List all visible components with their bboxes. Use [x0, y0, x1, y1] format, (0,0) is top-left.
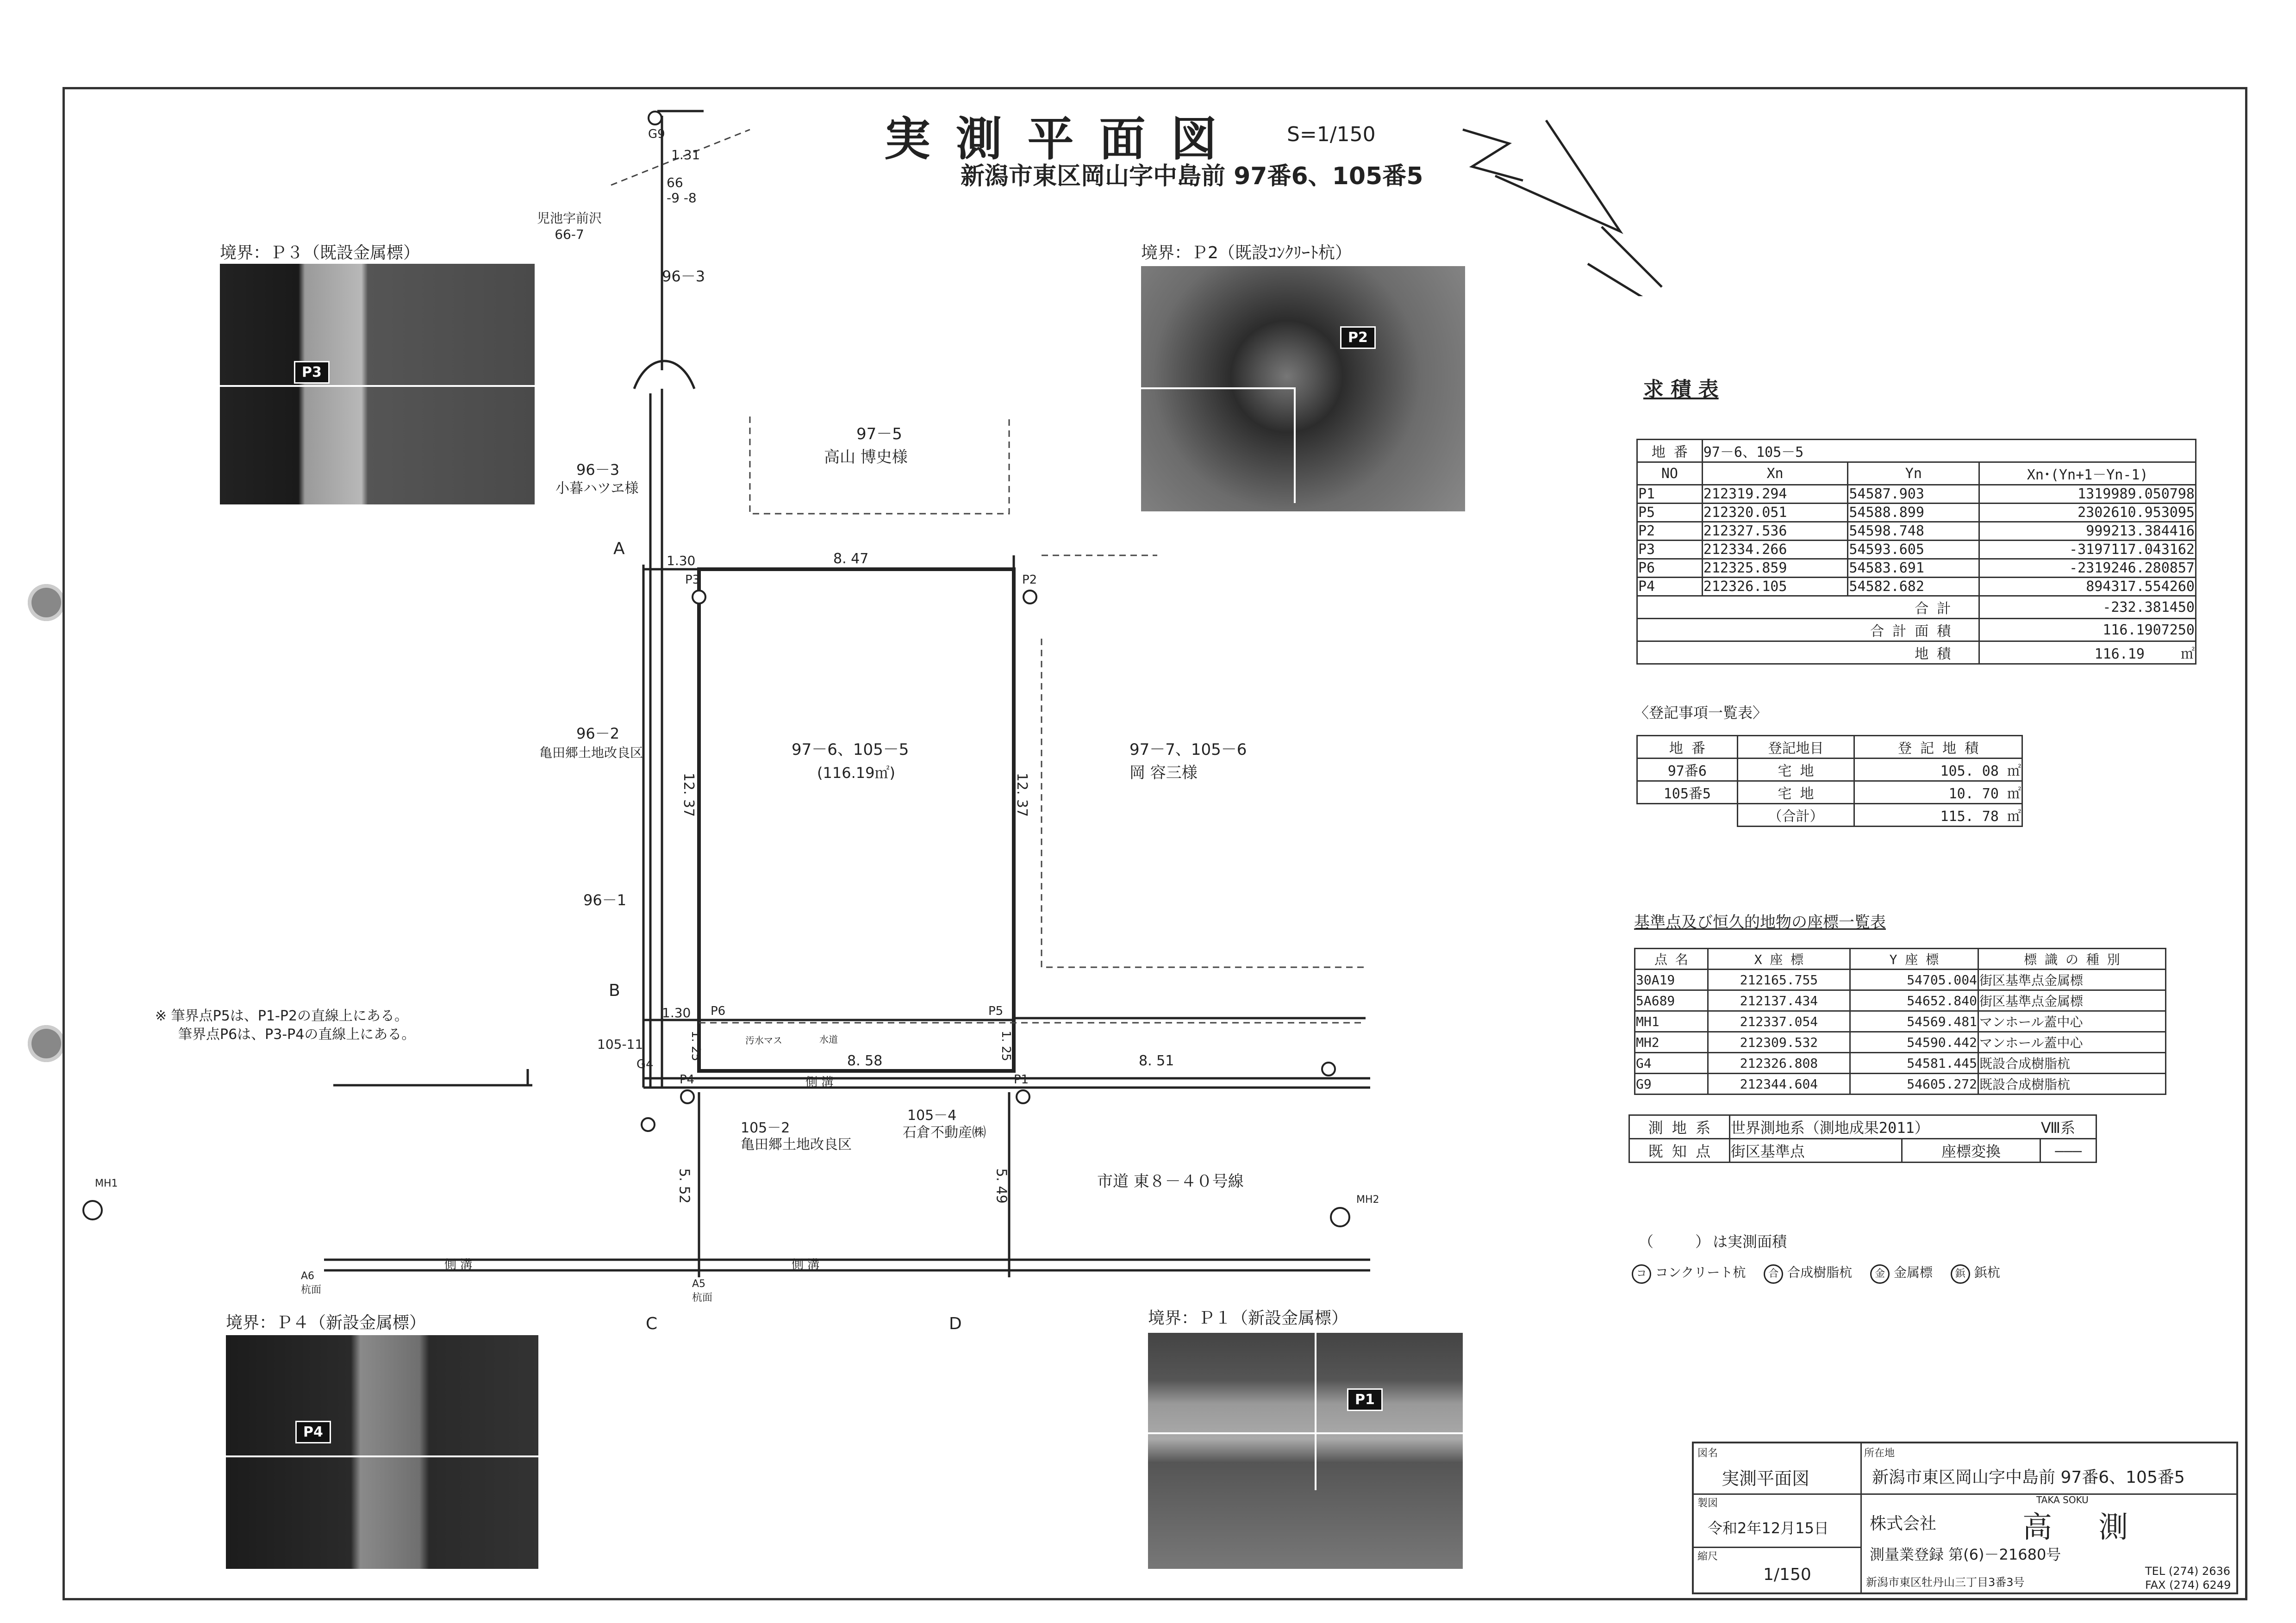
lot-96-2: 96－2 [576, 725, 620, 742]
dim-1-31: 1.31 [671, 147, 700, 162]
owner-97-5: 高山 博史様 [824, 448, 908, 466]
main-lot: 97－6、105－5 [792, 740, 909, 759]
photo-caption-p2: 境界：Ｐ2（既設ｺﾝｸﾘｰﾄ杭） [1141, 243, 1352, 262]
benchmark-cell: 212344.604 [1708, 1074, 1850, 1094]
area-cell: 999213.384416 [1979, 522, 2196, 541]
dim-5-52: 5. 52 [676, 1168, 693, 1204]
registry-cell: 10. 70 ㎡ [1854, 781, 2022, 804]
photo-caption-p1: 境界：Ｐ１（新設金属標） [1148, 1309, 1348, 1328]
legend-area-paren: （ ） [1639, 1233, 1729, 1250]
scale-block-label: 縮尺 [1697, 1551, 1718, 1562]
benchmark-cell: 既設合成樹脂杭 [1978, 1053, 2166, 1074]
area-cell: P4 [1637, 578, 1703, 596]
owner-105-4: 石倉不動産㈱ [903, 1125, 986, 1141]
dim-8-47: 8. 47 [833, 551, 869, 567]
point-p6: P6 [711, 1004, 726, 1018]
benchmark-cell: 212137.434 [1708, 990, 1850, 1011]
benchmark-header: 点 名 [1635, 949, 1708, 970]
system-label-1: 測 地 系 [1629, 1115, 1730, 1139]
note-p6: 筆界点P6は、P3-P4の直線上にある。 [178, 1026, 416, 1043]
lot-96-3: 96－3 [576, 461, 620, 479]
lot-66-9-8: 66 -9 -8 [667, 175, 697, 205]
benchmark-cell: 5A689 [1635, 990, 1708, 1011]
area-cell: 54587.903 [1848, 485, 1979, 504]
benchmark-header: 標 識 の 種 別 [1978, 949, 2166, 970]
system-value-1: 世界測地系（測地成果2011） [1729, 1115, 2040, 1139]
title-block [1692, 1442, 2238, 1594]
benchmark-table [1634, 948, 2166, 1095]
photo-tag-p4: P4 [295, 1421, 331, 1443]
area-header-y: Yn [1848, 462, 1979, 485]
area-cell: 212334.266 [1702, 541, 1848, 559]
table-row [1635, 970, 2166, 990]
label-g9: G9 [648, 127, 665, 141]
benchmark-cell: マンホール蓋中心 [1978, 1032, 2166, 1053]
table-row [1635, 1011, 2166, 1032]
benchmark-cell: 54569.481 [1850, 1011, 1978, 1032]
area-cell: 54593.605 [1848, 541, 1979, 559]
area-cell: 212326.105 [1702, 578, 1848, 596]
label-a5: A5 杭面 [692, 1278, 713, 1304]
lot-105-4: 105－4 [907, 1107, 957, 1124]
area-cell: -2319246.280857 [1979, 559, 2196, 578]
legend-item: 合成樹脂杭 [1787, 1265, 1853, 1280]
area-sum-label: 合 計 [1637, 596, 1979, 619]
benchmark-cell: MH2 [1635, 1032, 1708, 1053]
drafted-label: 製図 [1697, 1498, 1718, 1509]
legend-item: 金属標 [1894, 1265, 1933, 1280]
scale-label: S=1/150 [1287, 123, 1376, 146]
label-mh2: MH2 [1356, 1194, 1379, 1206]
table-row [1637, 578, 2196, 596]
area-lot-label: 地 番 [1637, 440, 1703, 462]
owner-97-7: 岡 容三様 [1129, 764, 1198, 782]
area-cell: 894317.554260 [1979, 578, 2196, 596]
label-masu: 汚水マス [745, 1035, 782, 1046]
area-lot-value: 97－6、105－5 [1702, 440, 2196, 462]
company-tel: TEL (274) 2636 [2145, 1565, 2231, 1578]
dim-8-58: 8. 58 [847, 1053, 883, 1069]
area-header-calc: Xn･(Yn+1－Yn-1) [1979, 462, 2196, 485]
table-row [1637, 485, 2196, 504]
scale-block-value: 1/150 [1763, 1565, 1811, 1584]
metal-marker-icon: 金 [1870, 1264, 1890, 1284]
owner-105-2: 亀田郷土地改良区 [741, 1137, 852, 1153]
area-cell: P6 [1637, 559, 1703, 578]
benchmark-cell: マンホール蓋中心 [1978, 1011, 2166, 1032]
area-table [1636, 439, 2196, 665]
photo-tag-p2: P2 [1340, 326, 1376, 349]
dim-5-49: 5. 49 [993, 1168, 1010, 1204]
registry-total-value: 115. 78 ㎡ [1854, 804, 2022, 827]
photo-caption-p3: 境界：Ｐ３（既設金属標） [220, 243, 420, 262]
area-cell: 212320.051 [1702, 504, 1848, 522]
point-p3: P3 [685, 573, 700, 587]
registry-header: 地 番 [1637, 736, 1738, 759]
area-cell: 212327.536 [1702, 522, 1848, 541]
drawing-name: 実測平面図 [1722, 1468, 1810, 1489]
lot-105-2: 105－2 [741, 1120, 790, 1136]
legend-item: コンクリート杭 [1655, 1265, 1746, 1280]
system-label-2: 既 知 点 [1629, 1139, 1730, 1163]
location-value: 新潟市東区岡山字中島前 97番6、105番5 [1872, 1468, 2185, 1487]
area-final-label: 地 積 [1637, 641, 1979, 664]
table-row [1635, 1074, 2166, 1094]
gutter-label-3: 側 溝 [792, 1258, 820, 1272]
dim-1-25-right: 1. 25 [999, 1030, 1013, 1062]
area-cell: 212319.294 [1702, 485, 1848, 504]
benchmark-cell: 212337.054 [1708, 1011, 1850, 1032]
area-cell: 212325.859 [1702, 559, 1848, 578]
area-cell: 54598.748 [1848, 522, 1979, 541]
gutter-label-2: 側 溝 [444, 1258, 473, 1272]
point-p4: P4 [680, 1073, 695, 1087]
point-g4: G4 [636, 1057, 654, 1071]
main-area: (116.19㎡) [817, 764, 895, 782]
area-cell: P1 [1637, 485, 1703, 504]
registry-cell: 105番5 [1637, 781, 1738, 804]
benchmark-cell: 54590.442 [1850, 1032, 1978, 1053]
photo-tag-p3: P3 [294, 361, 330, 384]
registry-cell: 宅 地 [1737, 759, 1854, 781]
dim-1-25-left: 1. 25 [689, 1030, 703, 1062]
photo-caption-p4: 境界：Ｐ４（新設金属標） [226, 1313, 426, 1332]
benchmark-header: X 座 標 [1708, 949, 1850, 970]
table-row [1635, 990, 2166, 1011]
registry-table [1636, 735, 2023, 827]
legend-symbols [1632, 1262, 2000, 1284]
area-cell: 54582.682 [1848, 578, 1979, 596]
benchmark-cell: 212309.532 [1708, 1032, 1850, 1053]
benchmark-cell: 212165.755 [1708, 970, 1850, 990]
benchmark-cell: 30A19 [1635, 970, 1708, 990]
company-fax: FAX (274) 6249 [2145, 1579, 2231, 1592]
area-total-value: 116.1907250 [1979, 619, 2196, 641]
rivet-pile-icon: 鋲 [1951, 1264, 1970, 1284]
lot-97-5: 97－5 [856, 425, 902, 443]
section-mark-a: A [613, 539, 625, 558]
owner-96-2: 亀田郷土地改良区 [539, 745, 643, 760]
label-mh1: MH1 [95, 1178, 118, 1189]
area-final-unit: ㎡ [2181, 646, 2195, 662]
dim-8-51: 8. 51 [1139, 1053, 1174, 1069]
note-p5: ※ 筆界点P5は、P1-P2の直線上にある。 [155, 1008, 409, 1024]
company-sub: TAKA SOKU [2036, 1494, 2089, 1505]
road-name: 市道 東８－４０号線 [1097, 1172, 1244, 1191]
benchmark-cell: 街区基準点金属標 [1978, 990, 2166, 1011]
drawing-name-label: 図名 [1697, 1448, 1718, 1459]
survey-registration: 測量業登録 第(6)－21680号 [1870, 1546, 2061, 1563]
area-cell: 54588.899 [1848, 504, 1979, 522]
benchmark-cell: 212326.808 [1708, 1053, 1850, 1074]
area-table-title: 求 積 表 [1643, 378, 1719, 401]
company-prefix: 株式会社 [1870, 1514, 1937, 1533]
registry-header: 登記地目 [1737, 736, 1854, 759]
registry-cell: 宅 地 [1737, 781, 1854, 804]
area-header-no: NO [1637, 462, 1703, 485]
lot-96-1: 96－1 [583, 891, 627, 909]
legend-item: 鋲杭 [1974, 1265, 2000, 1280]
lot-ikechi: 児池字前沢 66-7 [537, 211, 602, 242]
drafted-date: 令和2年12月15日 [1708, 1519, 1829, 1537]
area-cell: P2 [1637, 522, 1703, 541]
point-p1: P1 [1014, 1073, 1029, 1087]
benchmark-cell: G4 [1635, 1053, 1708, 1074]
registry-total-label: （合計） [1737, 804, 1854, 827]
dim-1-30-bottom: 1.30 [662, 1005, 691, 1020]
location-subtitle: 新潟市東区岡山字中島前 97番6、105番5 [961, 162, 1423, 190]
benchmark-cell: MH1 [1635, 1011, 1708, 1032]
area-cell: 54583.691 [1848, 559, 1979, 578]
point-p2: P2 [1022, 573, 1037, 587]
benchmark-cell: 54581.445 [1850, 1053, 1978, 1074]
photo-tag-p1: P1 [1347, 1388, 1383, 1411]
area-sum-value: -232.381450 [1979, 596, 2196, 619]
table-row [1637, 522, 2196, 541]
benchmark-cell: 54605.272 [1850, 1074, 1978, 1094]
area-total-label: 合 計 面 積 [1637, 619, 1979, 641]
benchmark-cell: 街区基準点金属標 [1978, 970, 2166, 990]
dim-12-37-left: 12. 37 [680, 772, 697, 817]
lot-96-3-top: 96－3 [662, 267, 705, 285]
point-p5: P5 [988, 1004, 1004, 1018]
area-cell: 2302610.953095 [1979, 504, 2196, 522]
registry-header: 登 記 地 積 [1854, 736, 2022, 759]
system-value-3: ――― [2040, 1139, 2096, 1163]
dim-1-30-top: 1.30 [667, 553, 696, 568]
benchmark-cell: 54705.004 [1850, 970, 1978, 990]
table-row [1635, 1032, 2166, 1053]
company-address: 新潟市東区牡丹山三丁目3番3号 [1866, 1576, 2025, 1589]
location-label: 所在地 [1864, 1448, 1895, 1459]
owner-96-3: 小暮ハツヱ様 [555, 480, 639, 497]
area-cell: -3197117.043162 [1979, 541, 2196, 559]
resin-pile-icon: 合 [1764, 1264, 1783, 1284]
system-value-2: 街区基準点 [1729, 1139, 1902, 1163]
benchmark-table-title: 基準点及び恒久的地物の座標一覧表 [1634, 913, 1886, 932]
section-mark-b: B [609, 981, 620, 1000]
area-cell: P3 [1637, 541, 1703, 559]
table-row [1635, 1053, 2166, 1074]
gutter-label-1: 側 溝 [805, 1076, 834, 1089]
lot-97-7: 97－7、105－6 [1129, 740, 1247, 759]
system-zone: Ⅷ系 [2040, 1115, 2096, 1139]
geodetic-system-table [1628, 1114, 2097, 1163]
area-header-x: Xn [1702, 462, 1848, 485]
benchmark-cell: G9 [1635, 1074, 1708, 1094]
table-row [1637, 504, 2196, 522]
area-final-value: 116.19 [2094, 646, 2145, 662]
benchmark-cell: 既設合成樹脂杭 [1978, 1074, 2166, 1094]
label-suido: 水道 [819, 1034, 838, 1045]
lot-105-11: 105-11 [597, 1037, 643, 1052]
benchmark-cell: 54652.840 [1850, 990, 1978, 1011]
dim-12-37-right: 12. 37 [1014, 772, 1030, 817]
benchmark-header: Y 座 標 [1850, 949, 1978, 970]
label-a6: A6 杭面 [301, 1270, 322, 1296]
table-row [1637, 541, 2196, 559]
legend-area-note: は実測面積 [1713, 1233, 1787, 1250]
area-cell: 1319989.050798 [1979, 485, 2196, 504]
section-mark-c: C [646, 1314, 658, 1333]
registry-cell: 97番6 [1637, 759, 1738, 781]
table-row [1637, 781, 2022, 804]
area-cell: P5 [1637, 504, 1703, 522]
table-row [1637, 559, 2196, 578]
registry-table-title: 〈登記事項一覧表〉 [1634, 704, 1768, 721]
page-title: 実 測 平 面 図 [884, 112, 1222, 166]
system-label-3: 座標変換 [1902, 1139, 2040, 1163]
section-mark-d: D [949, 1314, 962, 1333]
concrete-pile-icon: コ [1632, 1264, 1651, 1284]
registry-cell: 105. 08 ㎡ [1854, 759, 2022, 781]
table-row [1637, 759, 2022, 781]
company-name: 高 測 [2022, 1511, 2147, 1545]
